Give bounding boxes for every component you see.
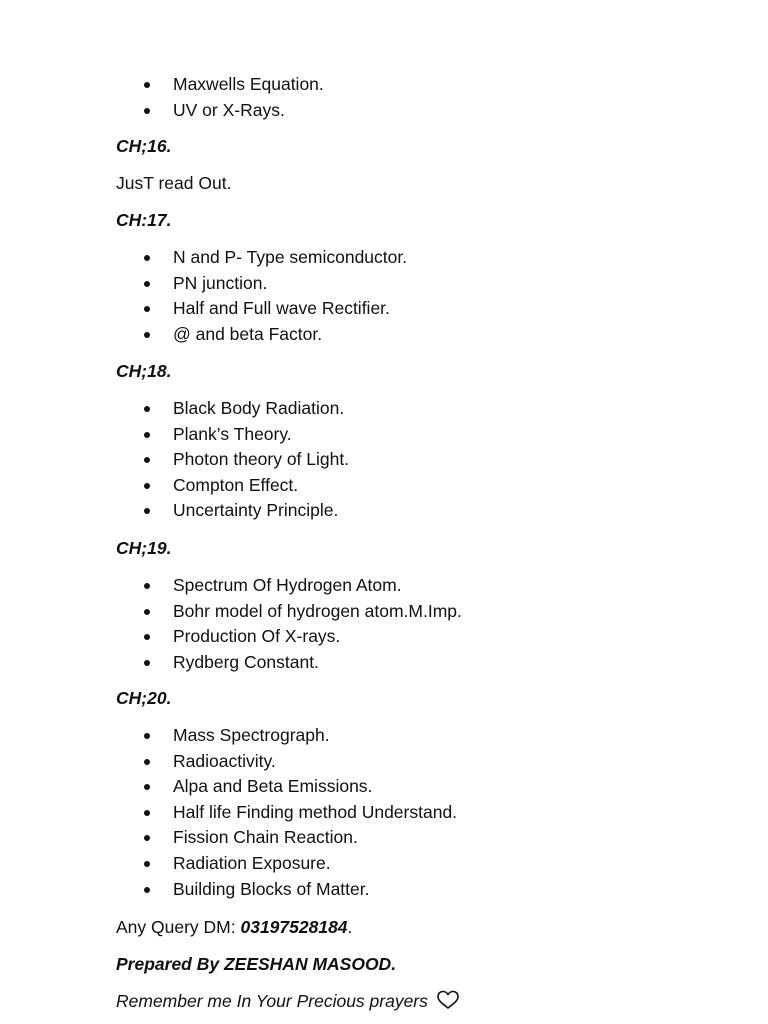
list-item [0, 624, 462, 650]
bullet-dot [144, 861, 150, 867]
list-item-text: UV or X-Rays. [173, 99, 285, 120]
list-item-text: Plank’s Theory. [173, 423, 292, 444]
list-item-text: Radioactivity. [173, 750, 276, 771]
list-item-text: Maxwells Equation. [173, 74, 324, 94]
chapter-heading-18: CH;18. [116, 361, 172, 381]
list-item-text: Alpa and Beta Emissions. [173, 776, 373, 797]
chapter-heading-19: CH;19. [116, 538, 172, 558]
bullet-dot [144, 609, 150, 615]
list-item [0, 599, 462, 625]
list-item [0, 396, 349, 422]
list-item-text: Half life Finding method Understand. [173, 801, 458, 822]
bullet-dot [144, 634, 150, 640]
bullet-dot [144, 108, 150, 114]
list-item-text: N and P- Type semiconductor. [173, 247, 408, 267]
heart-outline-icon [436, 990, 460, 1015]
chapter-heading-16: CH;16. [116, 136, 172, 156]
list-item-text: Black Body Radiation. [173, 398, 345, 418]
list-item [0, 851, 457, 877]
bullet-dot [144, 835, 150, 841]
bullet-dot [144, 810, 150, 816]
chapter-heading-20: CH;20. [116, 688, 172, 708]
chapter-20-list [0, 723, 457, 902]
top-bullet-list [0, 72, 324, 123]
chapter-17-list [0, 245, 407, 347]
closing-text: Remember me In Your Precious prayers [116, 991, 428, 1011]
list-item [0, 877, 457, 903]
list-item [0, 573, 462, 599]
chapter-18-list [0, 396, 349, 524]
list-item-text: Building Blocks of Matter. [173, 878, 370, 899]
chapter-19-list [0, 573, 462, 675]
closing-line [116, 990, 460, 1015]
list-item-text: @ and beta Factor. [173, 323, 323, 344]
list-item-text: Bohr model of hydrogen atom.M.Imp. [173, 600, 462, 621]
list-item-text: Compton Effect. [173, 474, 299, 495]
bullet-dot [144, 508, 150, 514]
query-end: . [347, 917, 353, 937]
chapter-16-text: JusT read Out. [116, 173, 232, 193]
prepared-by: Prepared By ZEESHAN MASOOD. [116, 954, 397, 974]
list-item [0, 498, 349, 524]
list-item [0, 749, 457, 775]
bullet-dot [144, 759, 150, 765]
list-item [0, 447, 349, 473]
list-item-text: Production Of X-rays. [173, 626, 341, 647]
list-item [0, 800, 457, 826]
list-item-text: Spectrum Of Hydrogen Atom. [173, 575, 402, 595]
list-item [0, 422, 349, 448]
bullet-dot [144, 457, 150, 463]
list-item-text: Mass Spectrograph. [173, 725, 330, 745]
bullet-dot [144, 82, 150, 88]
bullet-dot [144, 483, 150, 489]
list-item [0, 72, 324, 98]
bullet-dot [144, 255, 150, 261]
chapter-heading-17: CH:17. [116, 210, 172, 230]
list-item [0, 296, 407, 322]
list-item [0, 774, 457, 800]
list-item [0, 473, 349, 499]
list-item [0, 98, 324, 124]
list-item-text: Rydberg Constant. [173, 651, 319, 672]
list-item [0, 245, 407, 271]
bullet-dot [144, 432, 150, 438]
list-item-text: Radiation Exposure. [173, 852, 331, 873]
list-item-text: Fission Chain Reaction. [173, 827, 358, 848]
list-item-text: Uncertainty Principle. [173, 500, 339, 521]
contact-number: 03197528184 [240, 917, 348, 937]
bullet-dot [144, 887, 150, 893]
list-item [0, 271, 407, 297]
bullet-dot [144, 784, 150, 790]
list-item-text: Half and Full wave Rectifier. [173, 298, 390, 319]
query-line [116, 916, 352, 938]
bullet-dot [144, 660, 150, 666]
bullet-dot [144, 733, 150, 739]
bullet-dot [144, 306, 150, 312]
list-item [0, 322, 407, 348]
list-item-text: Photon theory of Light. [173, 449, 350, 470]
list-item [0, 825, 457, 851]
list-item-text: PN junction. [173, 272, 268, 293]
list-item [0, 650, 462, 676]
bullet-dot [144, 332, 150, 338]
bullet-dot [144, 281, 150, 287]
list-item [0, 723, 457, 749]
query-label: Any Query DM: [116, 917, 241, 937]
bullet-dot [144, 406, 150, 412]
bullet-dot [144, 583, 150, 589]
